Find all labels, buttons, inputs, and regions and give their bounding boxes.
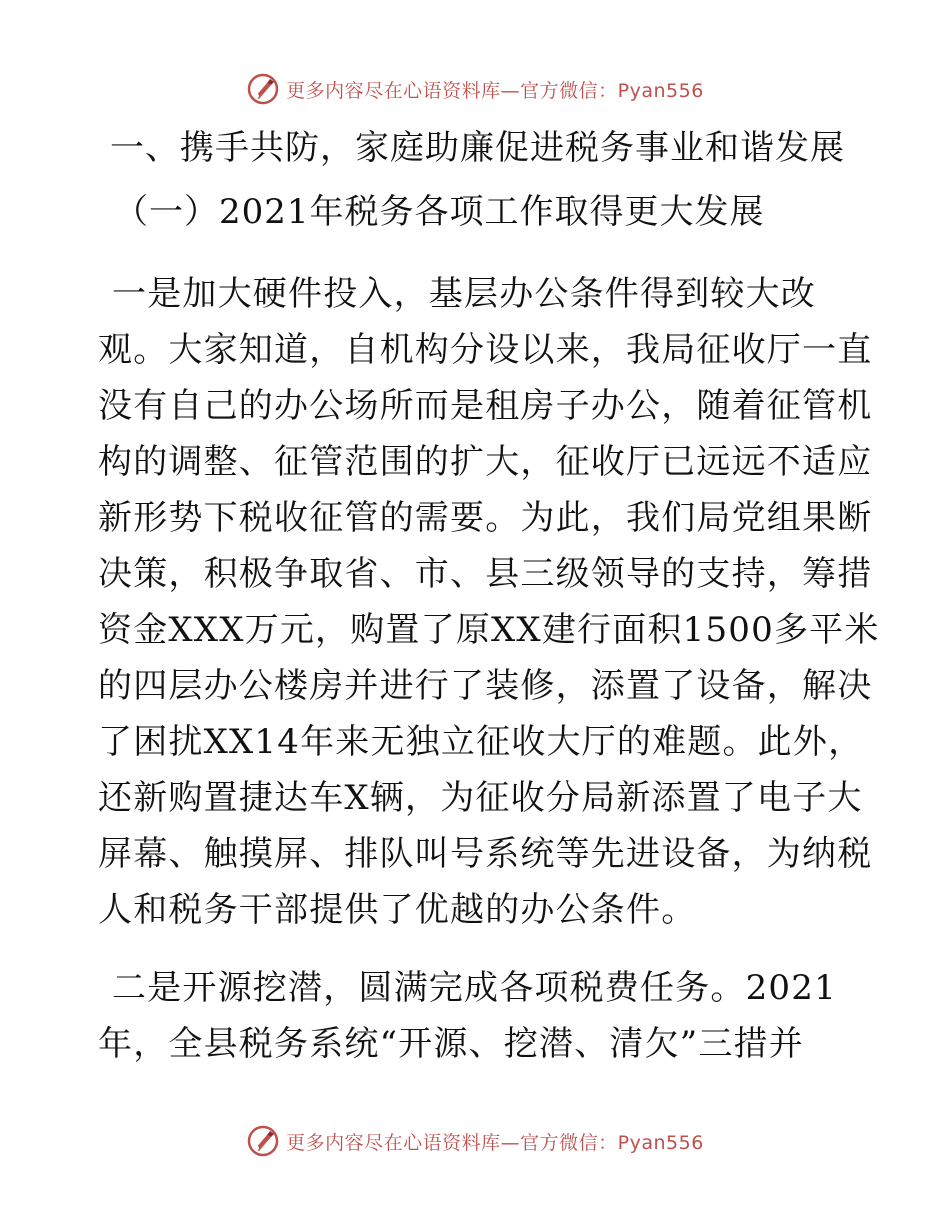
watermark-text: 更多内容尽在心语资料库—官方微信：Pyan556 — [286, 79, 704, 102]
paragraph-line: 一是加大硬件投入，基层办公条件得到较大改 — [112, 274, 816, 314]
paragraph-line: 的四层办公楼房并进行了装修，添置了设备，解决 — [98, 666, 873, 706]
paragraph-line: 屏幕、触摸屏、排队叫号系统等先进设备，为纳税 — [98, 834, 873, 874]
paragraph-line: 年，全县税务系统“开源、挖潜、清欠”三措并 — [98, 1024, 804, 1064]
paragraph-line: 还新购置捷达车X辆，为征收分局新添置了电子大 — [98, 778, 863, 818]
document-body — [98, 124, 880, 1094]
paragraph-line: 没有自己的办公场所而是租房子办公，随着征管机 — [98, 386, 873, 426]
watermark-banner-bottom — [0, 1124, 950, 1158]
subsection-heading: （一）2021年税务各项工作取得更大发展 — [114, 192, 765, 232]
paragraph-line: 二是开源挖潜，圆满完成各项税费任务。2021 — [112, 968, 837, 1008]
watermark-text: 更多内容尽在心语资料库—官方微信：Pyan556 — [286, 1131, 704, 1154]
pen-logo-icon — [246, 72, 280, 106]
section-heading: 一、携手共防，家庭助廉促进税务事业和谐发展 — [110, 128, 845, 168]
paragraph-hardware — [98, 266, 880, 938]
paragraph-line: 人和税务干部提供了优越的办公条件。 — [98, 890, 697, 930]
paragraph-line: 决策，积极争取省、市、县三级领导的支持，筹措 — [98, 554, 873, 594]
paragraph-line: 资金XXX万元，购置了原XX建行面积1500多平米 — [98, 610, 880, 650]
paragraph-line: 观。大家知道，自机构分设以来，我局征收厅一直 — [98, 330, 873, 370]
paragraph-line: 新形势下税收征管的需要。为此，我们局党组果断 — [98, 498, 873, 538]
pen-logo-icon — [246, 1124, 280, 1158]
paragraph-line: 了困扰XX14年来无独立征收大厅的难题。此外， — [98, 722, 864, 762]
paragraph-tax-revenue — [98, 960, 850, 1072]
watermark-banner-top — [0, 72, 950, 106]
paragraph-line: 构的调整、征管范围的扩大，征收厅已远远不适应 — [98, 442, 873, 482]
